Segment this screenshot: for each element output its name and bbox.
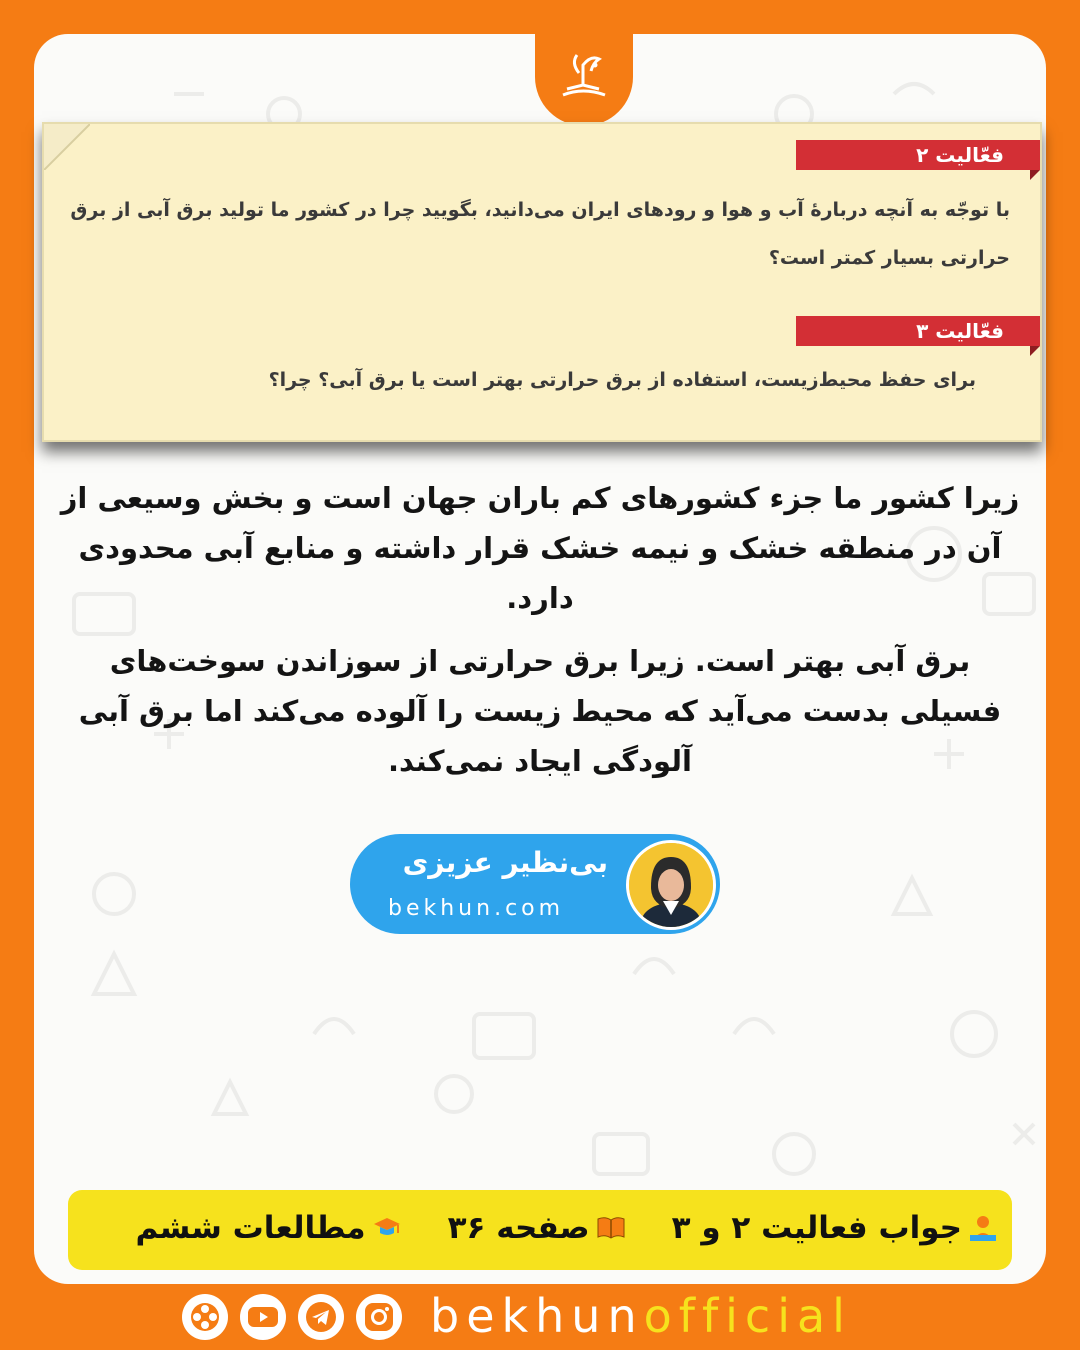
logo-icon: [549, 45, 619, 115]
instagram-icon: [362, 1300, 396, 1334]
activity-2-question: با توجّه به آنچه دربارهٔ آب و هوا و رودهای ایران می‌دانید، بگویید چرا در کشور ما تولید برق آبی از برق حرارتی بسیار کمتر است؟: [70, 199, 1010, 269]
activity-3-tag: فعّالیت ۳: [796, 316, 1040, 346]
author-name: بی‌نظیر عزیزی: [402, 846, 608, 879]
avatar-icon: [629, 843, 713, 927]
logo-badge[interactable]: [535, 34, 633, 126]
graduation-cap-icon: [372, 1213, 402, 1243]
author-site: bekhun.com: [388, 896, 565, 921]
brand-part2: official: [643, 1289, 852, 1343]
youtube-icon: [246, 1300, 280, 1334]
page-fold-icon: [44, 124, 90, 170]
brand-handle[interactable]: [430, 1286, 852, 1346]
instagram-link[interactable]: [356, 1294, 402, 1340]
answer-1: زیرا کشور ما جزء کشورهای کم باران جهان است و بخش وسیعی از آن در منطقه خشک و نیمه خشک قرار داشته و منابع آبی محدودی دارد.: [60, 481, 1020, 615]
youtube-link[interactable]: [240, 1294, 286, 1340]
footer-page: صفحه ۳۶: [447, 1210, 590, 1246]
telegram-link[interactable]: [298, 1294, 344, 1340]
activity-3-question: برای حفظ محیط‌زیست، استفاده از برق حرارتی بهتر است یا برق آبی؟ چرا؟: [268, 369, 976, 391]
social-links: [182, 1292, 402, 1342]
teacher-icon: [968, 1213, 998, 1243]
textbook-excerpt: [42, 122, 1042, 442]
answer-2: برق آبی بهتر است. زیرا برق حرارتی از سوزاندن سوخت‌های فسیلی بدست می‌آید که محیط زیست را آلوده می‌کند اما برق آبی آلودگی ایجاد نمی‌کند.: [78, 644, 1002, 778]
footer-title: جواب فعالیت ۲ و ۳: [671, 1210, 962, 1246]
footer-bar: [68, 1190, 1012, 1270]
telegram-icon: [304, 1300, 338, 1334]
aparat-link[interactable]: [182, 1294, 228, 1340]
author-pill[interactable]: [350, 834, 720, 934]
activity-2-tag: فعّالیت ۲: [796, 140, 1040, 170]
footer-text: [135, 1200, 998, 1256]
brand-part1: bekhun: [430, 1289, 644, 1343]
footer-subject: مطالعات ششم: [135, 1210, 366, 1246]
aparat-icon: [188, 1300, 222, 1334]
book-icon: [596, 1213, 626, 1243]
avatar: [626, 840, 716, 930]
